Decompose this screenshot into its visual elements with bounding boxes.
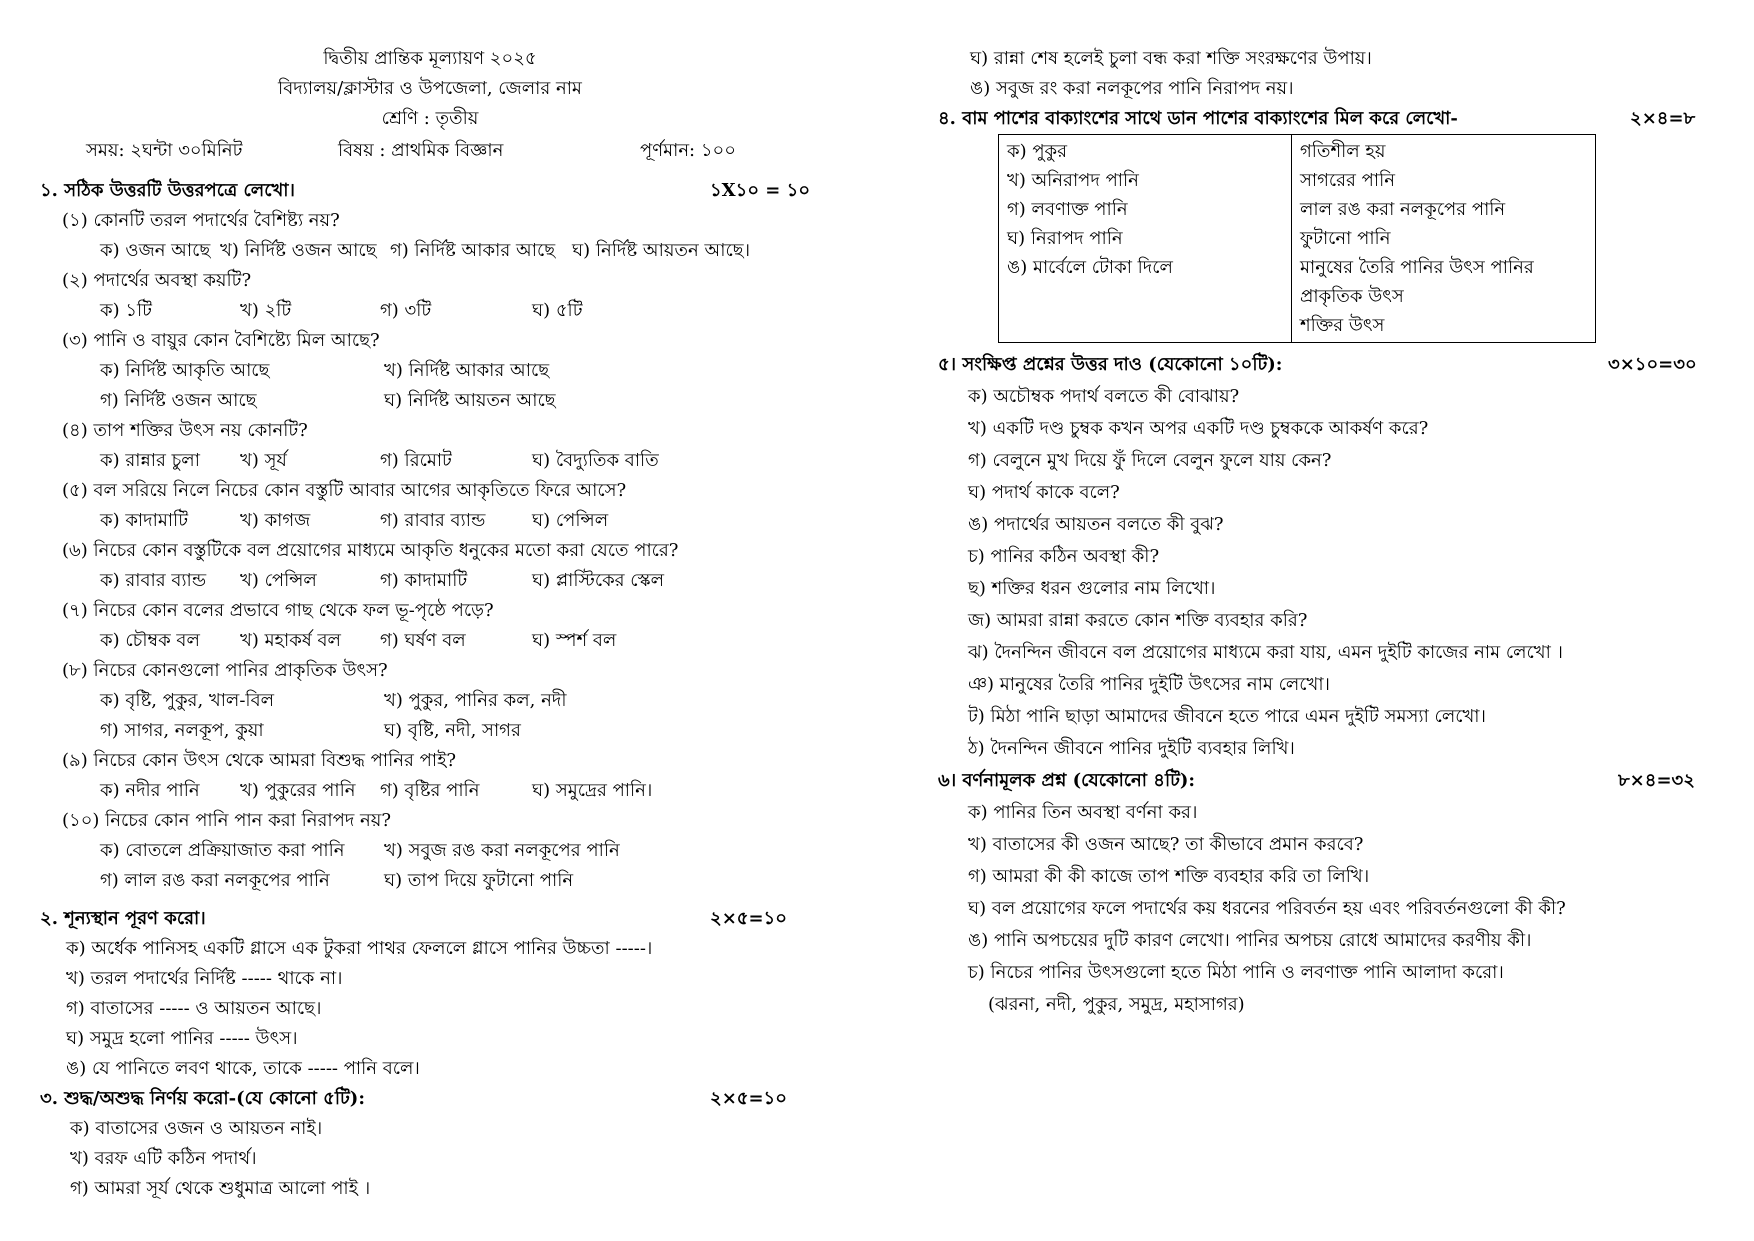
mcq-2-option-d: ঘ) ৫টি — [532, 300, 583, 321]
section-3-marks: ২×৫=১০ — [710, 1088, 787, 1109]
mcq-8-option-a: ক) বৃষ্টি, পুকুর, খাল-বিল — [100, 690, 275, 711]
true-false-item: ঙ) সবুজ রং করা নলকূপের পানি নিরাপদ নয়। — [970, 78, 1294, 99]
matching-right-item: মানুষের তৈরি পানির উৎস পানির — [1300, 257, 1534, 278]
short-question: ছ) শক্তির ধরন গুলোর নাম লিখো। — [968, 578, 1216, 599]
matching-left-item: ঙ) মার্বেলে টোকা দিলে — [1007, 257, 1173, 278]
true-false-item: ঘ) রান্না শেষ হলেই চুলা বন্ধ করা শক্তি সংরক্ষণের উপায়। — [970, 48, 1372, 69]
short-question: ট) মিঠা পানি ছাড়া আমাদের জীবনে হতে পারে এমন দুইটি সমস্যা লেখো। — [968, 706, 1486, 727]
mcq-3-option-d: ঘ) নির্দিষ্ট আয়তন আছে — [384, 390, 556, 411]
mcq-2-question: (২) পদার্থের অবস্থা কয়টি? — [62, 270, 252, 291]
mcq-10-option-c: গ) লাল রঙ করা নলকূপের পানি — [100, 870, 330, 891]
mcq-2-option-a: ক) ১টি — [100, 300, 152, 321]
mcq-9-option-a: ক) নদীর পানি — [100, 780, 200, 801]
mcq-9-option-d: ঘ) সমুদ্রের পানি। — [532, 780, 653, 801]
short-question: ক) অচৌম্বক পদার্থ বলতে কী বোঝায়? — [968, 386, 1240, 407]
subject-label: বিষয় : প্রাথমিক বিজ্ঞান — [338, 140, 504, 161]
mcq-6-option-b: খ) পেন্সিল — [240, 570, 317, 591]
mcq-3-option-c: গ) নির্দিষ্ট ওজন আছে — [100, 390, 257, 411]
matching-right-item: সাগরের পানি — [1300, 170, 1395, 191]
short-question: ঙ) পদার্থের আয়তন বলতে কী বুঝ? — [968, 514, 1224, 535]
mcq-9-option-b: খ) পুকুরের পানি — [240, 780, 356, 801]
matching-left-item: গ) লবণাক্ত পানি — [1007, 199, 1128, 220]
descriptive-question: খ) বাতাসের কী ওজন আছে? তা কীভাবে প্রমান করবে? — [968, 834, 1364, 855]
matching-table — [998, 134, 1596, 343]
mcq-3-option-b: খ) নির্দিষ্ট আকার আছে — [384, 360, 550, 381]
mcq-5-option-d: ঘ) পেন্সিল — [532, 510, 609, 531]
short-question: ঞ) মানুষের তৈরি পানির দুইটি উৎসের নাম লেখো। — [968, 674, 1330, 695]
fill-blank-item: ঙ) যে পানিতে লবণ থাকে, তাকে ----- পানি বলে। — [66, 1058, 420, 1079]
short-question: চ) পানির কঠিন অবস্থা কী? — [968, 546, 1160, 567]
descriptive-question: চ) নিচের পানির উৎসগুলো হতে মিঠা পানি ও লবণাক্ত পানি আলাদা করো। — [968, 962, 1504, 983]
exam-title: দ্বিতীয় প্রান্তিক মূল্যায়ণ ২০২৫ — [323, 48, 537, 69]
matching-right-item: গতিশীল হয় — [1300, 141, 1386, 162]
section-5-heading: ৫। সংক্ষিপ্ত প্রশ্নের উত্তর দাও (যেকোনো ১০টি): — [938, 354, 1283, 375]
mcq-7-option-a: ক) চৌম্বক বল — [100, 630, 200, 651]
short-question: ঘ) পদার্থ কাকে বলে? — [968, 482, 1120, 503]
mcq-4-option-c: গ) রিমোট — [380, 450, 452, 471]
mcq-8-option-d: ঘ) বৃষ্টি, নদী, সাগর — [384, 720, 521, 741]
mcq-10-question: (১০) নিচের কোন পানি পান করা নিরাপদ নয়? — [62, 810, 391, 831]
mcq-3-question: (৩) পানি ও বায়ুর কোন বৈশিষ্ট্যে মিল আছে? — [62, 330, 380, 351]
mcq-4-option-a: ক) রান্নার চুলা — [100, 450, 200, 471]
section-2-heading: ২. শূন্যস্থান পূরণ করো। — [40, 908, 206, 929]
mcq-6-option-a: ক) রাবার ব্যান্ড — [100, 570, 207, 591]
mcq-10-option-a: ক) বোতলে প্রক্রিয়াজাত করা পানি — [100, 840, 345, 861]
mcq-7-option-c: গ) ঘর্ষণ বল — [380, 630, 466, 651]
mcq-5-option-c: গ) রাবার ব্যান্ড — [380, 510, 486, 531]
mcq-8-option-c: গ) সাগর, নলকূপ, কুয়া — [100, 720, 264, 741]
fill-blank-item: ক) অর্ধেক পানিসহ একটি গ্লাসে এক টুকরা পাথর ফেললে গ্লাসে পানির উচ্চতা -----। — [66, 938, 653, 959]
true-false-item: ক) বাতাসের ওজন ও আয়তন নাই। — [70, 1118, 323, 1139]
mcq-8-question: (৮) নিচের কোনগুলো পানির প্রাকৃতিক উৎস? — [62, 660, 388, 681]
fill-blank-item: ঘ) সমুদ্র হলো পানির ----- উৎস। — [66, 1028, 298, 1049]
short-question: ঠ) দৈনন্দিন জীবনে পানির দুইটি ব্যবহার লিখি। — [968, 738, 1295, 759]
mcq-6-question: (৬) নিচের কোন বস্তুটিকে বল প্রয়োগের মাধ্যমে আকৃতি ধনুকের মতো করা যেতে পারে? — [62, 540, 679, 561]
short-question: গ) বেলুনে মুখ দিয়ে ফুঁ দিলে বেলুন ফুলে যায় কেন? — [968, 450, 1332, 471]
descriptive-question: গ) আমরা কী কী কাজে তাপ শক্তি ব্যবহার করি তা লিখি। — [968, 866, 1370, 887]
mcq-5-question: (৫) বল সরিয়ে নিলে নিচের কোন বস্তুটি আবার আগের আকৃতিতে ফিরে আসে? — [62, 480, 627, 501]
mcq-7-question: (৭) নিচের কোন বলের প্রভাবে গাছ থেকে ফল ভূ-পৃষ্ঠে পড়ে? — [62, 600, 494, 621]
mcq-1-option-d: ঘ) নির্দিষ্ট আয়তন আছে। — [572, 240, 751, 261]
mcq-9-option-c: গ) বৃষ্টির পানি — [380, 780, 480, 801]
mcq-9-question: (৯) নিচের কোন উৎস থেকে আমরা বিশুদ্ধ পানির পাই? — [62, 750, 457, 771]
mcq-6-option-d: ঘ) প্লাস্টিকের স্কেল — [532, 570, 664, 591]
mcq-5-option-b: খ) কাগজ — [240, 510, 311, 531]
mcq-8-option-b: খ) পুকুর, পানির কল, নদী — [384, 690, 567, 711]
short-question: ঝ) দৈনন্দিন জীবনে বল প্রয়োগের মাধ্যমে করা যায়, এমন দুইটি কাজের নাম লেখো । — [968, 642, 1563, 663]
mcq-1-option-a: ক) ওজন আছে — [100, 240, 211, 261]
section-4-marks: ২×৪=৮ — [1630, 108, 1696, 129]
mcq-6-option-c: গ) কাদামাটি — [380, 570, 468, 591]
mcq-5-option-a: ক) কাদামাটি — [100, 510, 188, 531]
time-label: সময়: ২ঘন্টা ৩০মিনিট — [86, 140, 243, 161]
short-question: জ) আমরা রান্না করতে কোন শক্তি ব্যবহার করি? — [968, 610, 1308, 631]
mcq-1-question: (১) কোনটি তরল পদার্থের বৈশিষ্ট্য নয়? — [62, 210, 340, 231]
fill-blank-item: খ) তরল পদার্থের নির্দিষ্ট ----- থাকে না। — [66, 968, 343, 989]
section-2-marks: ২×৫=১০ — [710, 908, 787, 929]
matching-right-column — [1292, 135, 1596, 343]
section-6-heading: ৬। বর্ণনামূলক প্রশ্ন (যেকোনো ৪টি): — [938, 770, 1196, 791]
mcq-7-option-d: ঘ) স্পর্শ বল — [532, 630, 617, 651]
school-line: বিদ্যালয়/ক্লাস্টার ও উপজেলা, জেলার নাম — [278, 78, 582, 99]
descriptive-question: ঘ) বল প্রয়োগের ফলে পদার্থের কয় ধরনের পরিবর্তন হয় এবং পরিবর্তনগুলো কী কী? — [968, 898, 1566, 919]
mcq-3-option-a: ক) নির্দিষ্ট আকৃতি আছে — [100, 360, 270, 381]
mcq-4-option-d: ঘ) বৈদ্যুতিক বাতি — [532, 450, 659, 471]
section-4-heading: ৪. বাম পাশের বাক্যাংশের সাথে ডান পাশের বাক্যাংশের মিল করে লেখো- — [938, 108, 1458, 129]
mcq-2-option-c: গ) ৩টি — [380, 300, 432, 321]
matching-right-item: লাল রঙ করা নলকূপের পানি — [1300, 199, 1506, 220]
matching-right-item: শক্তির উৎস — [1300, 315, 1385, 336]
section-1-heading: ১. সঠিক উত্তরটি উত্তরপত্রে লেখো। — [40, 180, 295, 201]
descriptive-question: ক) পানির তিন অবস্থা বর্ণনা কর। — [968, 802, 1198, 823]
section-1-marks: ১X১০ = ১০ — [710, 180, 811, 201]
true-false-item: গ) আমরা সূর্য থেকে শুধুমাত্র আলো পাই । — [70, 1178, 371, 1199]
mcq-10-option-d: ঘ) তাপ দিয়ে ফুটানো পানি — [384, 870, 574, 891]
mcq-10-option-b: খ) সবুজ রঙ করা নলকূপের পানি — [384, 840, 620, 861]
mcq-4-question: (৪) তাপ শক্তির উৎস নয় কোনটি? — [62, 420, 308, 441]
mcq-7-option-b: খ) মহাকর্ষ বল — [240, 630, 341, 651]
mcq-1-option-b: খ) নির্দিষ্ট ওজন আছে — [220, 240, 377, 261]
matching-right-item: ফুটানো পানি — [1300, 228, 1391, 249]
matching-right-item: প্রাকৃতিক উৎস — [1300, 286, 1404, 307]
water-sources-list: (ঝরনা, নদী, পুকুর, সমুদ্র, মহাসাগর) — [988, 994, 1245, 1015]
section-3-heading: ৩. শুদ্ধ/অশুদ্ধ নির্ণয় করো-(যে কোনো ৫টি): — [40, 1088, 365, 1109]
section-6-marks: ৮×৪=৩২ — [1618, 770, 1695, 791]
short-question: খ) একটি দণ্ড চুম্বক কখন অপর একটি দণ্ড চুম্বককে আকর্ষণ করে? — [968, 418, 1429, 439]
mcq-1-option-c: গ) নির্দিষ্ট আকার আছে — [390, 240, 556, 261]
mcq-2-option-b: খ) ২টি — [240, 300, 292, 321]
class-line: শ্রেণি : তৃতীয় — [381, 108, 479, 129]
mcq-4-option-b: খ) সূর্য — [240, 450, 287, 471]
fill-blank-item: গ) বাতাসের ----- ও আয়তন আছে। — [66, 998, 322, 1019]
matching-left-item: খ) অনিরাপদ পানি — [1007, 170, 1139, 191]
matching-left-item: ক) পুকুর — [1007, 141, 1068, 162]
matching-left-column — [999, 135, 1292, 343]
section-5-marks: ৩×১০=৩০ — [1608, 354, 1697, 375]
matching-left-item: ঘ) নিরাপদ পানি — [1007, 228, 1123, 249]
full-marks-label: পূর্ণমান: ১০০ — [640, 140, 736, 161]
descriptive-question: ঙ) পানি অপচয়ের দুটি কারণ লেখো। পানির অপচয় রোধে আমাদের করণীয় কী। — [968, 930, 1532, 951]
true-false-item: খ) বরফ এটি কঠিন পদার্থ। — [70, 1148, 257, 1169]
